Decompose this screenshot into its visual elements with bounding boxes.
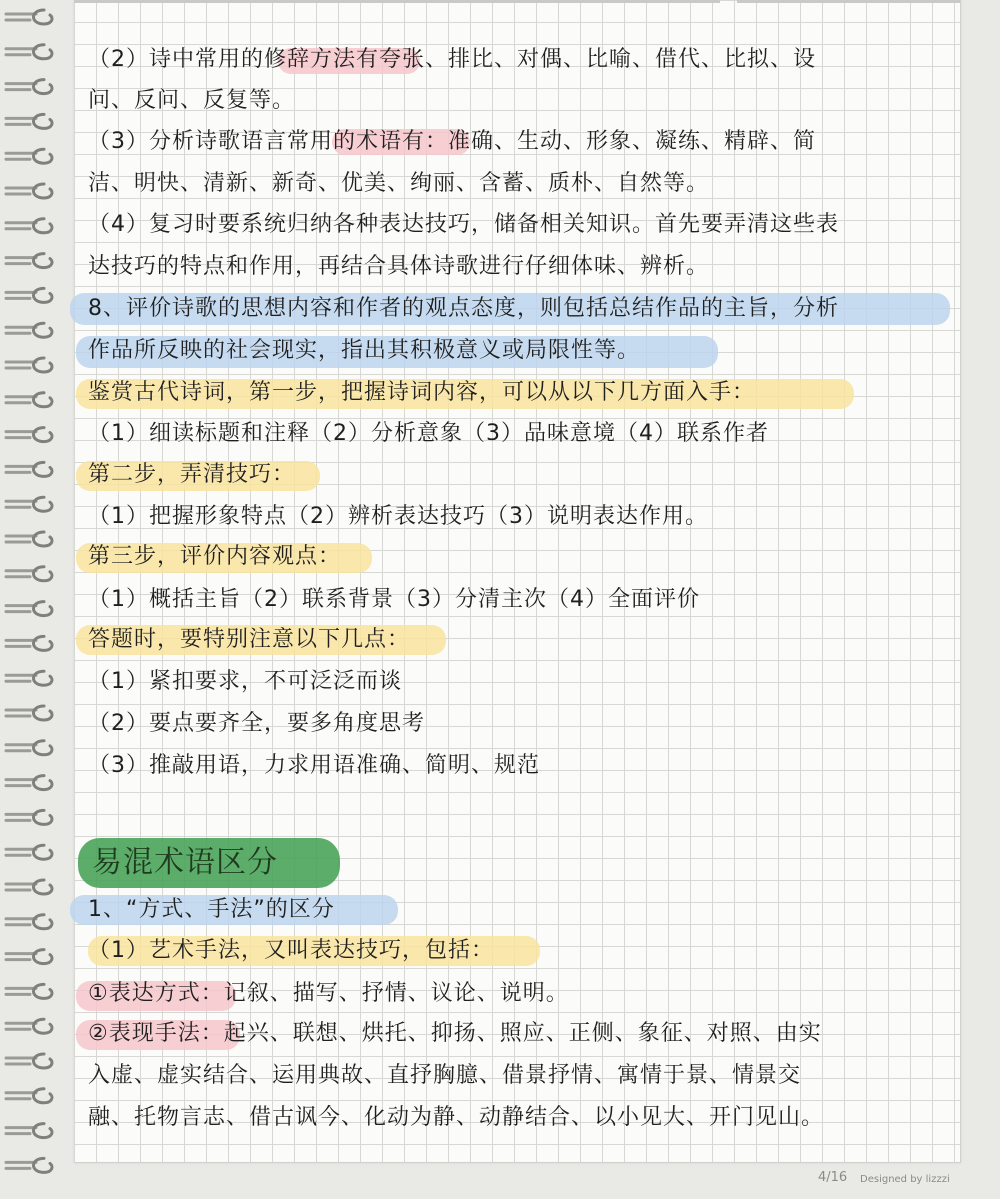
text-line: （1）把握形象特点（2）辨析表达技巧（3）说明表达作用。	[88, 504, 708, 529]
spiral-ring-icon	[6, 950, 52, 964]
spiral-ring-icon	[6, 149, 52, 163]
spiral-ring-icon	[6, 776, 52, 790]
text-line: 问、反问、反复等。	[88, 88, 296, 113]
spiral-ring-icon	[6, 1089, 52, 1103]
spiral-ring-icon	[6, 323, 52, 337]
text-line: 融、托物言志、借古讽今、化动为静、动静结合、以小见大、开门见山。	[88, 1105, 825, 1130]
spiral-ring-icon	[6, 706, 52, 720]
section-heading: 易混术语区分	[92, 845, 278, 880]
spiral-ring-icon	[6, 45, 52, 59]
top-edge-right	[737, 0, 960, 3]
spiral-ring-icon	[6, 567, 52, 581]
text-line: （3）推敲用语，力求用语准确、简明、规范	[88, 753, 540, 778]
text-line: （1）细读标题和注释（2）分析意象（3）品味意境（4）联系作者	[88, 421, 769, 446]
spiral-ring-icon	[6, 288, 52, 302]
text-line: 鉴赏古代诗词，第一步，把握诗词内容，可以从以下几方面入手：	[88, 380, 756, 405]
text-line: 第二步，弄清技巧：	[88, 462, 296, 487]
spiral-ring-icon	[6, 810, 52, 824]
text-line: 8、评价诗歌的思想内容和作者的观点态度，则包括总结作品的主旨，分析	[88, 296, 839, 321]
text-line: （1）艺术手法，又叫表达技巧，包括：	[88, 938, 494, 963]
text-line: ①表达方式：记叙、描写、抒情、议论、说明。	[88, 981, 569, 1006]
text-line: （3）分析诗歌语言常用的术语有：准确、生动、形象、凝练、精辟、简	[88, 129, 816, 154]
spiral-ring-icon	[6, 497, 52, 511]
spiral-ring-icon	[6, 636, 52, 650]
spiral-ring-icon	[6, 602, 52, 616]
spiral-ring-icon	[6, 1019, 52, 1033]
spiral-ring-icon	[6, 532, 52, 546]
spiral-ring-icon	[6, 114, 52, 128]
spiral-ring-icon	[6, 428, 52, 442]
text-line: 作品所反映的社会现实，指出其积极意义或局限性等。	[88, 338, 641, 363]
text-line: 第三步，评价内容观点：	[88, 544, 342, 569]
spiral-rings-icon	[0, 0, 74, 1195]
spiral-ring-icon	[6, 1124, 52, 1138]
spiral-ring-icon	[6, 358, 52, 372]
spiral-ring-icon	[6, 219, 52, 233]
spiral-ring-icon	[6, 1054, 52, 1068]
spiral-binding	[0, 0, 74, 1195]
text-line: 达技巧的特点和作用，再结合具体诗歌进行仔细体味、辨析。	[88, 254, 710, 279]
spiral-ring-icon	[6, 254, 52, 268]
spiral-ring-icon	[6, 80, 52, 94]
spiral-ring-icon	[6, 880, 52, 894]
text-line: 1、“方式、手法”的区分	[88, 897, 335, 922]
spiral-ring-icon	[6, 393, 52, 407]
spiral-ring-icon	[6, 184, 52, 198]
spiral-ring-icon	[6, 845, 52, 859]
spiral-ring-icon	[6, 915, 52, 929]
page-number: 4/16	[818, 1170, 848, 1185]
spiral-ring-icon	[6, 462, 52, 476]
text-line: （2）要点要齐全，要多角度思考	[88, 711, 425, 736]
top-edge-left	[74, 0, 720, 3]
text-line: （4）复习时要系统归纳各种表达技巧，储备相关知识。首先要弄清这些表	[88, 212, 839, 237]
spiral-ring-icon	[6, 671, 52, 685]
text-line: （2）诗中常用的修辞方法有夸张、排比、对偶、比喻、借代、比拟、设	[88, 47, 816, 72]
text-line: 洁、明快、清新、新奇、优美、绚丽、含蓄、质朴、自然等。	[88, 171, 710, 196]
text-line: ②表现手法：起兴、联想、烘托、抑扬、照应、正侧、象征、对照、由实	[88, 1021, 822, 1046]
spiral-ring-icon	[6, 984, 52, 998]
text-line: 入虚、虚实结合、运用典故、直抒胸臆、借景抒情、寓情于景、情景交	[88, 1063, 802, 1088]
spiral-ring-icon	[6, 741, 52, 755]
text-line: （1）紧扣要求，不可泛泛而谈	[88, 669, 402, 694]
spiral-ring-icon	[6, 1158, 52, 1172]
text-line: （1）概括主旨（2）联系背景（3）分清主次（4）全面评价	[88, 587, 700, 612]
text-line: 答题时，要特别注意以下几点：	[88, 627, 411, 652]
spiral-ring-icon	[6, 10, 52, 24]
designer-credit: Designed by lizzzi	[860, 1174, 950, 1185]
